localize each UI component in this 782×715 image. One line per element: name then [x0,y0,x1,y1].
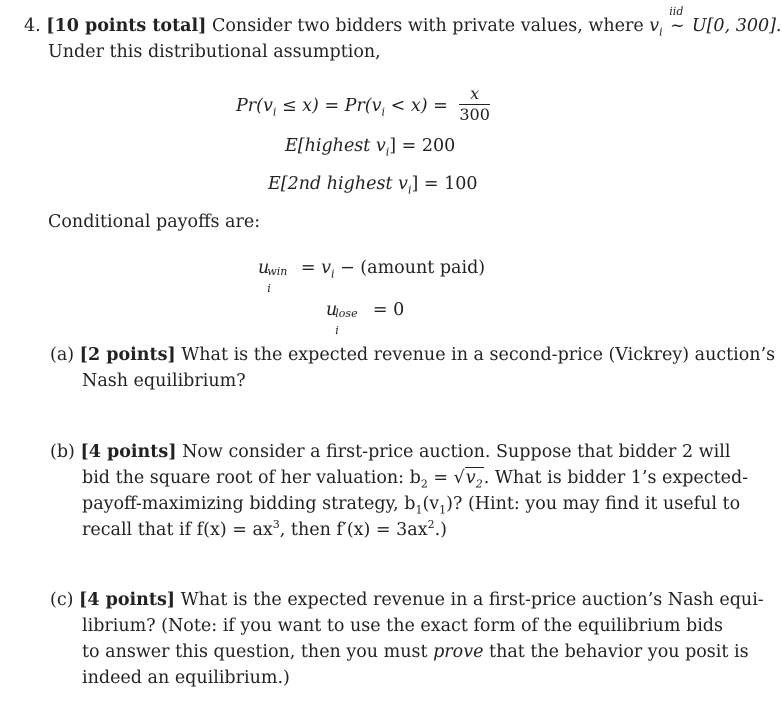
equation-second-highest: E[2nd highest $v_i] = 100$ [268,174,478,197]
part-c-line-3: to answer this question, then you must prove that the behavior you posit is [82,642,749,662]
var-subscript: i [659,25,663,39]
equation-highest: E[highest $v_i] = 200$ [285,136,456,159]
part-c: (c) [4 points] What is the expected revenue in a first-price auction’s Nash equi- [50,590,764,610]
part-b-line-4: recall that if $f(x) = ax^3$, then $f'(x) = 3ax^2$.) [82,518,447,540]
part-a-line-2: Nash equilibrium? [82,371,246,391]
problem-intro: Consider two bidders with private values, where [212,16,644,36]
equation-probability: $Pr(v_i \le x) = Pr(v_i < x)$ = $\frac{x}{300}$ [236,84,490,124]
part-c-line-2: librium? (Note: if you want to use the exact form of the equilibrium bids [82,616,723,636]
problem-number: 4. [24,16,41,36]
distribution: U[0, 300]. [691,16,782,36]
equation-win-payoff: u win i = $v_i$ − (amount paid) [258,258,486,295]
problem-points: [10 points total] [46,16,207,36]
equation-lose-payoff: u lose i = 0 [326,300,405,337]
payoffs-label: Conditional payoffs are: [48,212,261,232]
iid-symbol: iid ~ [669,5,685,36]
problem-header [24,5,782,39]
part-a: (a) [2 points] What is the expected revenue in a second-price (Vickrey) auction’s [50,345,776,365]
problem-intro-2: Under this distributional assumption, [48,42,381,62]
part-b-line-2: bid the square root of her valuation: $b_2 = √v_2$. What is bidder 1’s expected- [82,468,749,491]
var-v: v [649,16,660,36]
part-c-line-4: indeed an equilibrium.) [82,668,290,688]
fraction: $\frac{x}{300}$ [459,84,490,124]
part-b: (b) [4 points] Now consider a first-price auction. Suppose that bidder 2 will [50,442,731,462]
part-b-line-3: payoff-maximizing bidding strategy, $b_1(v_1)$? (Hint: you may find it useful to [82,494,741,517]
